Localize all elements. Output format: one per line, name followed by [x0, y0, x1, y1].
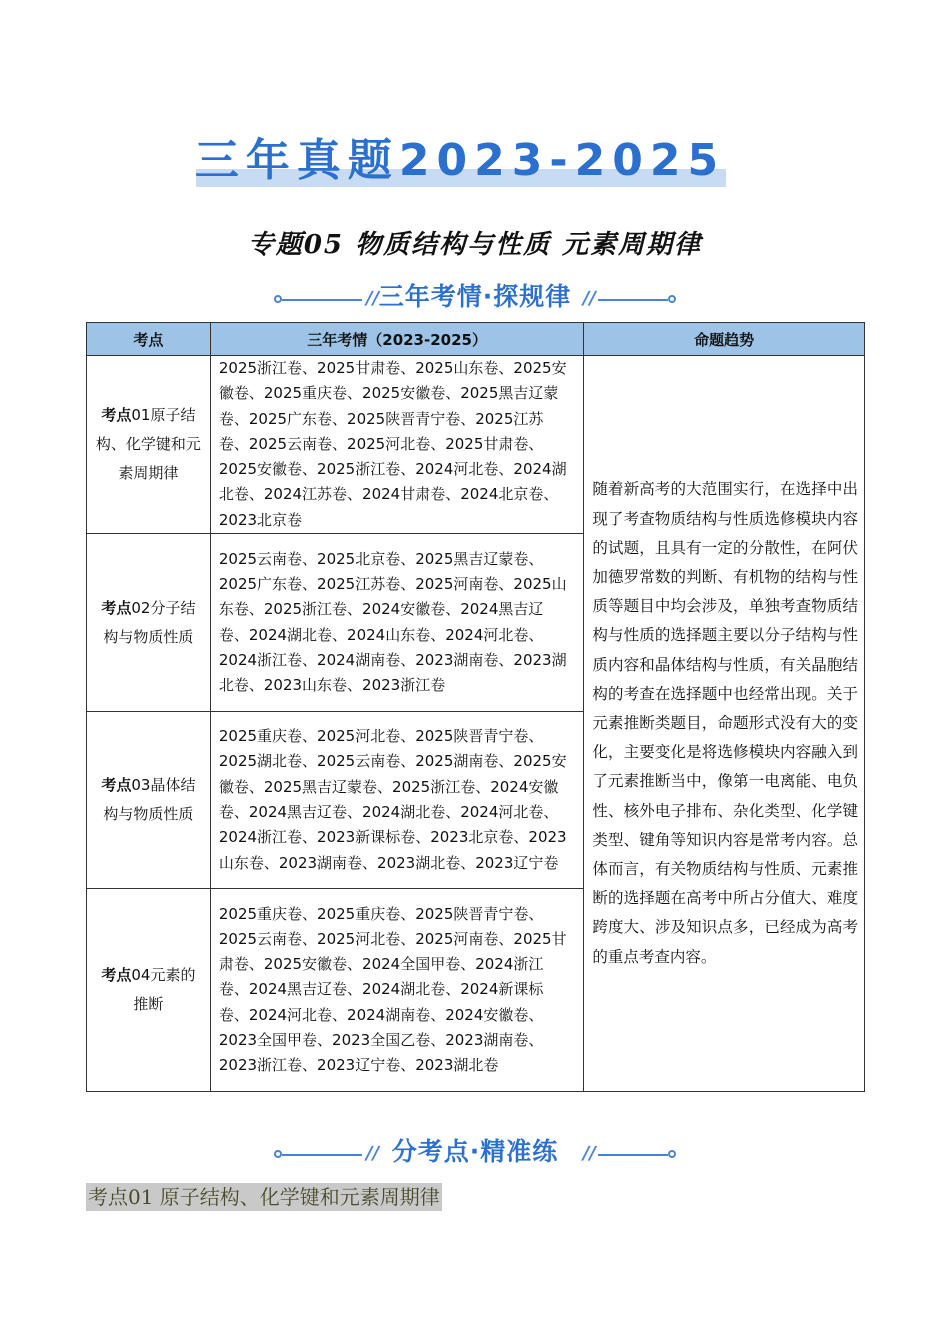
decor-slash-icon: ∕∕: [366, 1143, 380, 1164]
topic-text: 03晶体结构与物质性质: [103, 776, 196, 824]
topic-prefix: 考点: [101, 966, 132, 985]
topic-prefix: 考点: [101, 598, 132, 617]
topic-cell: [87, 889, 211, 1092]
table-header-row: [87, 323, 865, 356]
topic-cell: [87, 712, 211, 889]
title-banner: [190, 135, 730, 195]
exams-cell: 2025云南卷、2025北京卷、2025黑吉辽蒙卷、2025广东卷、2025江苏卷、2025河南卷、2025山东卷、2025浙江卷、2024安徽卷、2024黑吉辽卷、2024湖北卷、2024山东卷、2024河北卷、2024浙江卷、2024湖南卷、2023湖南卷、2023湖北卷、2023山东卷、2023浙江卷: [210, 534, 584, 712]
banner-title: 三年真题2023-2025: [194, 135, 726, 186]
topic-prefix: 考点: [101, 776, 132, 795]
section-label: 分考点·精准练: [391, 1137, 559, 1166]
decor-line: [598, 1154, 668, 1156]
topic-subtitle: 专题05 物质结构与性质 元素周期律: [247, 230, 703, 260]
trend-cell: 随着新高考的大范围实行，在选择中出现了考查物质结构与性质选修模块内容的试题，且具有一定的分散性，在阿伏加德罗常数的判断、有机物的结构与性质等题目中均会涉及，单独考查物质结构与性质的选择题主要以分子结构与性质内容和晶体结构与性质，有关晶胞结构的考查在选择题中也经常出现。关于元素推断类题目，命题形式没有大的变化，主要变化是将选修模块内容融入到了元素推断当中，像第一电离能、电负性、核外电子排布、杂化类型、化学键类型、键角等知识内容是常考内容。总体而言，有关物质结构与性质、元素推断的选择题在高考中所占分值大、难度跨度大、涉及知识点多，已经成为高考的重点考查内容。: [584, 356, 865, 1092]
topic-text: 02分子结构与物质性质: [103, 598, 196, 646]
section-label: 三年考情·探规律: [378, 282, 572, 311]
topic-text: 04元素的推断: [131, 966, 196, 1014]
decor-slash-icon: ∕∕: [582, 288, 596, 309]
decor-slash-icon: ∕∕: [366, 288, 380, 309]
knowledge-point-heading: 考点01 原子结构、化学键和元素周期律: [88, 1185, 440, 1209]
col-header-trend: 命题趋势: [584, 323, 865, 356]
exam-analysis-table: [86, 322, 865, 1092]
section-header-practice: [270, 1134, 680, 1170]
topic-prefix: 考点: [101, 406, 132, 425]
exams-cell: 2025重庆卷、2025河北卷、2025陕晋青宁卷、2025湖北卷、2025云南卷、2025湖南卷、2025安徽卷、2025黑吉辽蒙卷、2025浙江卷、2024安徽卷、2024黑吉辽卷、2024湖北卷、2024河北卷、2024浙江卷、2023新课标卷、2023北京卷、2023山东卷、2023湖南卷、2023湖北卷、2023辽宁卷: [210, 712, 584, 889]
decor-line: [598, 299, 668, 301]
topic-cell: [87, 356, 211, 534]
section-header-trends: [270, 279, 680, 315]
topic-text: 01原子结构、化学键和元素周期律: [95, 406, 201, 483]
table-row: [87, 356, 865, 534]
decor-dot-icon: [668, 295, 676, 303]
decor-dot-icon: [668, 1150, 676, 1158]
col-header-topic: 考点: [87, 323, 211, 356]
col-header-exams: 三年考情（2023-2025）: [210, 323, 584, 356]
decor-slash-icon: ∕∕: [582, 1143, 596, 1164]
exams-cell: 2025浙江卷、2025甘肃卷、2025山东卷、2025安徽卷、2025重庆卷、2025安徽卷、2025黑吉辽蒙卷、2025广东卷、2025陕晋青宁卷、2025江苏卷、2025云南卷、2025河北卷、2025甘肃卷、2025安徽卷、2025浙江卷、2024河北卷、2024湖北卷、2024江苏卷、2024甘肃卷、2024北京卷、2023北京卷: [210, 356, 584, 534]
topic-cell: [87, 534, 211, 712]
exams-cell: 2025重庆卷、2025重庆卷、2025陕晋青宁卷、2025云南卷、2025河北卷、2025河南卷、2025甘肃卷、2025安徽卷、2024全国甲卷、2024浙江卷、2024黑吉辽卷、2024湖北卷、2024新课标卷、2024河北卷、2024湖南卷、2024安徽卷、2023全国甲卷、2023全国乙卷、2023湖南卷、2023浙江卷、2023辽宁卷、2023湖北卷: [210, 889, 584, 1092]
